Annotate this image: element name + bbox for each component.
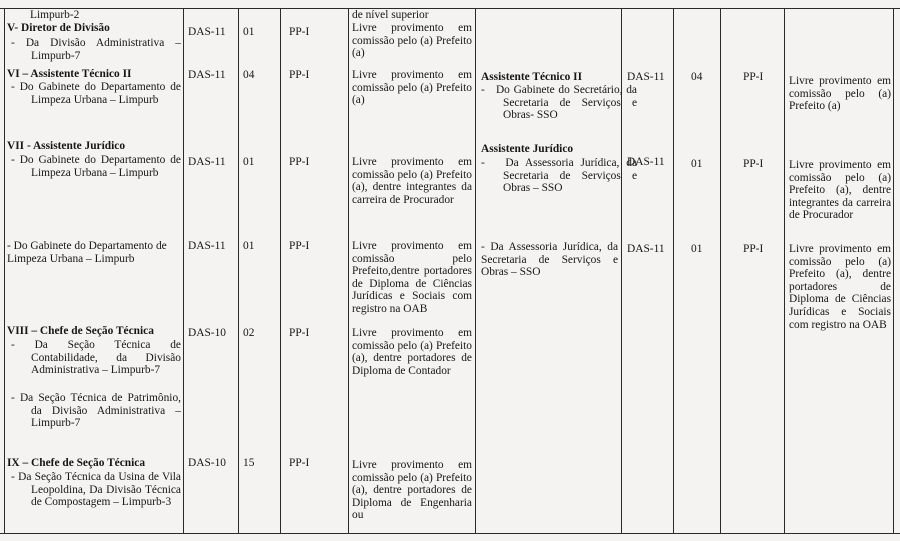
pattern-code: PP-I <box>289 69 310 81</box>
section-title: Assistente Técnico II <box>481 71 583 83</box>
section-title: VII - Assistente Jurídico <box>7 140 126 152</box>
grid-line <box>4 8 5 533</box>
pattern-code: PP-I <box>289 457 310 469</box>
grid-line <box>784 8 785 533</box>
grid-line <box>673 8 674 533</box>
reference-code: DAS-10 <box>188 457 226 469</box>
provision-description: Livre provimento em comissão pelo (a) Prefeito (a), dentre portadores de Diploma de Ciências Jurídicas e Sociais com registro na OAB <box>789 243 891 331</box>
provision-description: Livre provimento em comissão pelo (a) Prefeito (a), dentre portadores de Diploma de Contador <box>352 327 472 377</box>
provision-description: Livre provimento em comissão pelo (a) Prefeito (a) <box>352 22 472 60</box>
quantity: 01 <box>243 26 255 38</box>
quantity: 15 <box>243 457 255 469</box>
grid-line <box>475 8 476 533</box>
unit-description: - Do Gabinete do Secretário, da Secretaria de Serviços e Obras- SSO <box>481 84 637 122</box>
section-title: VIII – Chefe de Seção Técnica <box>7 325 154 337</box>
quantity: 01 <box>243 156 255 168</box>
reference-code: DAS-11 <box>188 69 226 81</box>
unit-description: - Do Gabinete do Departamento de Limpeza Urbana – Limpurb <box>11 154 181 179</box>
grid-line <box>720 8 721 533</box>
quantity: 01 <box>691 243 703 255</box>
unit-description: - Da Seção Técnica de Contabilidade, da Divisão Administrativa – Limpurb-7 <box>11 339 181 377</box>
unit-description: - Da Assessoria Jurídica, da Secretaria de Serviços e Obras – SSO <box>481 241 618 279</box>
quantity: 01 <box>691 158 703 170</box>
reference-code: DAS-11 <box>627 71 665 83</box>
quantity: 04 <box>243 69 255 81</box>
grid-line <box>348 8 349 533</box>
provision-description: Livre provimento em comissão pelo (a) Prefeito (a), dentre integrantes da carreira de Procurador <box>352 156 472 206</box>
reference-code: DAS-10 <box>188 327 226 339</box>
unit-description: - Da Divisão Administrativa – Limpurb-7 <box>11 37 181 62</box>
carry-over-name: Limpurb-2 <box>30 9 80 21</box>
provision-description: Livre provimento em comissão pelo (a) Prefeito (a), dentre integrantes da carreira de Procurador <box>789 159 891 222</box>
reference-code: DAS-11 <box>188 156 226 168</box>
grid-line <box>183 8 184 533</box>
quantity: 01 <box>243 240 255 252</box>
grid-line <box>893 8 894 533</box>
pattern-code: PP-I <box>289 156 310 168</box>
carry-over-description: de nível superior <box>352 9 429 21</box>
reference-code: DAS-11 <box>188 26 226 38</box>
unit-description: - Da Assessoria Jurídica, da Secretaria de Serviços e Obras – SSO <box>481 157 638 195</box>
unit-description: - Da Seção Técnica da Usina de Vila Leopoldina, Da Divisão Técnica de Compostagem – Limpurb-3 <box>11 471 181 509</box>
section-title: V- Diretor de Divisão <box>7 22 110 34</box>
section-title: VI – Assistente Técnico II <box>7 68 132 80</box>
reference-code: DAS-11 <box>627 243 665 255</box>
unit-description: - Da Seção Técnica de Patrimônio, da Divisão Administrativa – Limpurb-7 <box>11 392 181 430</box>
provision-description: Livre provimento em comissão pelo (a) Prefeito (a), dentre portadores de Diploma de Engenharia ou <box>352 459 472 522</box>
reference-code: DAS-11 <box>188 240 226 252</box>
pattern-code: PP-I <box>743 71 764 83</box>
provision-description: Livre provimento em comissão pelo Prefeito,dentre portadores de Diploma de Ciências Jurídicas e Sociais com registro na OAB <box>352 240 472 315</box>
unit-description: - Do Gabinete do Departamento de Limpeza Urbana – Limpurb <box>11 81 181 106</box>
pattern-code: PP-I <box>289 240 310 252</box>
grid-line <box>238 8 239 533</box>
section-title: Assistente Jurídico <box>481 143 574 155</box>
unit-description: - Do Gabinete do Departamento de Limpeza Urbana – Limpurb <box>7 240 167 265</box>
quantity: 04 <box>691 71 703 83</box>
section-title: IX – Chefe de Seção Técnica <box>7 457 146 469</box>
grid-line <box>280 8 281 533</box>
pattern-code: PP-I <box>743 243 764 255</box>
pattern-code: PP-I <box>743 158 764 170</box>
reference-code: DAS-11 <box>627 156 665 168</box>
pattern-code: PP-I <box>289 26 310 38</box>
provision-description: Livre provimento em comissão pelo (a) Prefeito (a) <box>352 69 472 107</box>
grid-line <box>0 533 900 534</box>
pattern-code: PP-I <box>289 327 310 339</box>
quantity: 02 <box>243 327 255 339</box>
provision-description: Livre provimento em comissão pelo (a) Prefeito (a) <box>789 75 891 113</box>
